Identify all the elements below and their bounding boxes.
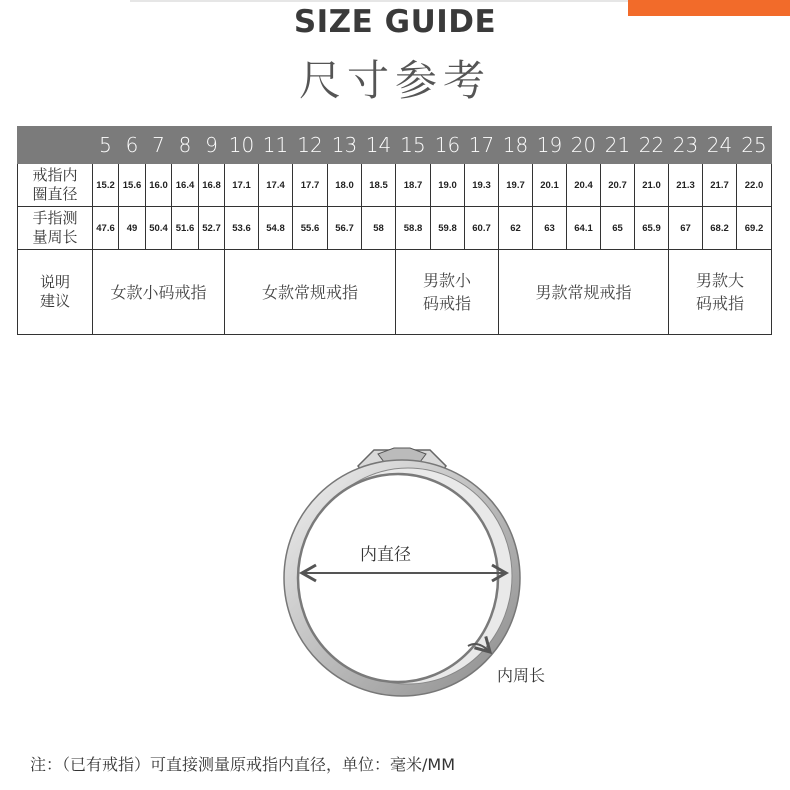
size-header-cell: 14 <box>362 127 396 164</box>
size-header-cell: 7 <box>146 127 172 164</box>
size-header-cell: 13 <box>328 127 362 164</box>
circumference-cell: 62 <box>499 207 533 250</box>
advice-cell: 男款大码戒指 <box>669 250 772 335</box>
circumference-cell: 69.2 <box>737 207 772 250</box>
ring-inner-opening <box>298 474 498 682</box>
diameter-cell: 21.7 <box>703 164 737 207</box>
inner-diameter-label: 内直径 <box>360 545 411 565</box>
size-header-cell: 9 <box>199 127 225 164</box>
diameter-cell: 16.8 <box>199 164 225 207</box>
diameter-cell: 15.2 <box>93 164 119 207</box>
advice-row <box>18 250 772 335</box>
size-header-cell: 12 <box>293 127 328 164</box>
circumference-cell: 67 <box>669 207 703 250</box>
diameter-row <box>18 164 772 207</box>
size-header-cell: 6 <box>119 127 146 164</box>
advice-row-label: 说明建议 <box>18 250 93 335</box>
size-table <box>17 126 772 335</box>
size-header-cell: 5 <box>93 127 119 164</box>
diameter-cell: 21.0 <box>635 164 669 207</box>
ring-diagram <box>270 440 540 700</box>
circumference-cell: 65.9 <box>635 207 669 250</box>
measurement-note: 注：（已有戒指）可直接测量原戒指内直径，单位：毫米/MM <box>30 755 456 774</box>
page-subtitle: 尺寸参考 <box>298 56 491 105</box>
diameter-cell: 20.1 <box>533 164 567 207</box>
circumference-cell: 64.1 <box>567 207 601 250</box>
size-header-cell: 20 <box>567 127 601 164</box>
advice-cell: 男款小码戒指 <box>396 250 499 335</box>
circumference-cell: 56.7 <box>328 207 362 250</box>
circumference-cell: 54.8 <box>259 207 293 250</box>
diameter-cell: 19.3 <box>465 164 499 207</box>
diameter-cell: 16.4 <box>172 164 199 207</box>
size-header-cell: 16 <box>431 127 465 164</box>
diameter-cell: 20.7 <box>601 164 635 207</box>
circumference-row-label: 手指测量周长 <box>18 207 93 250</box>
diameter-cell: 18.0 <box>328 164 362 207</box>
circumference-cell: 49 <box>119 207 146 250</box>
diameter-cell: 17.7 <box>293 164 328 207</box>
circumference-cell: 47.6 <box>93 207 119 250</box>
page-title: SIZE GUIDE <box>293 4 497 40</box>
header-corner-cell <box>18 127 93 164</box>
diameter-cell: 16.0 <box>146 164 172 207</box>
size-header-cell: 18 <box>499 127 533 164</box>
circumference-cell: 63 <box>533 207 567 250</box>
circumference-cell: 58 <box>362 207 396 250</box>
size-header-cell: 19 <box>533 127 567 164</box>
circumference-cell: 50.4 <box>146 207 172 250</box>
diameter-row-label: 戒指内圈直径 <box>18 164 93 207</box>
circumference-cell: 51.6 <box>172 207 199 250</box>
circumference-cell: 60.7 <box>465 207 499 250</box>
size-header-cell: 11 <box>259 127 293 164</box>
circumference-cell: 59.8 <box>431 207 465 250</box>
diameter-cell: 21.3 <box>669 164 703 207</box>
diameter-cell: 19.7 <box>499 164 533 207</box>
circumference-cell: 52.7 <box>199 207 225 250</box>
circumference-cell: 55.6 <box>293 207 328 250</box>
circumference-cell: 53.6 <box>225 207 259 250</box>
advice-cell: 女款常规戒指 <box>225 250 396 335</box>
circumference-cell: 68.2 <box>703 207 737 250</box>
size-header-cell: 17 <box>465 127 499 164</box>
size-header-cell: 8 <box>172 127 199 164</box>
inner-circumference-label: 内周长 <box>497 666 546 685</box>
diameter-cell: 15.6 <box>119 164 146 207</box>
circumference-row <box>18 207 772 250</box>
diameter-cell: 19.0 <box>431 164 465 207</box>
size-header-cell: 25 <box>737 127 772 164</box>
diameter-cell: 18.7 <box>396 164 431 207</box>
diameter-cell: 20.4 <box>567 164 601 207</box>
top-divider <box>130 0 630 2</box>
circumference-cell: 65 <box>601 207 635 250</box>
size-header-row <box>18 127 772 164</box>
diameter-cell: 17.4 <box>259 164 293 207</box>
size-header-cell: 23 <box>669 127 703 164</box>
size-header-cell: 21 <box>601 127 635 164</box>
circumference-cell: 58.8 <box>396 207 431 250</box>
advice-cell: 男款常规戒指 <box>499 250 669 335</box>
size-header-cell: 10 <box>225 127 259 164</box>
diameter-cell: 22.0 <box>737 164 772 207</box>
size-header-cell: 24 <box>703 127 737 164</box>
diameter-cell: 18.5 <box>362 164 396 207</box>
advice-cell: 女款小码戒指 <box>93 250 225 335</box>
size-header-cell: 22 <box>635 127 669 164</box>
size-header-cell: 15 <box>396 127 431 164</box>
diameter-cell: 17.1 <box>225 164 259 207</box>
